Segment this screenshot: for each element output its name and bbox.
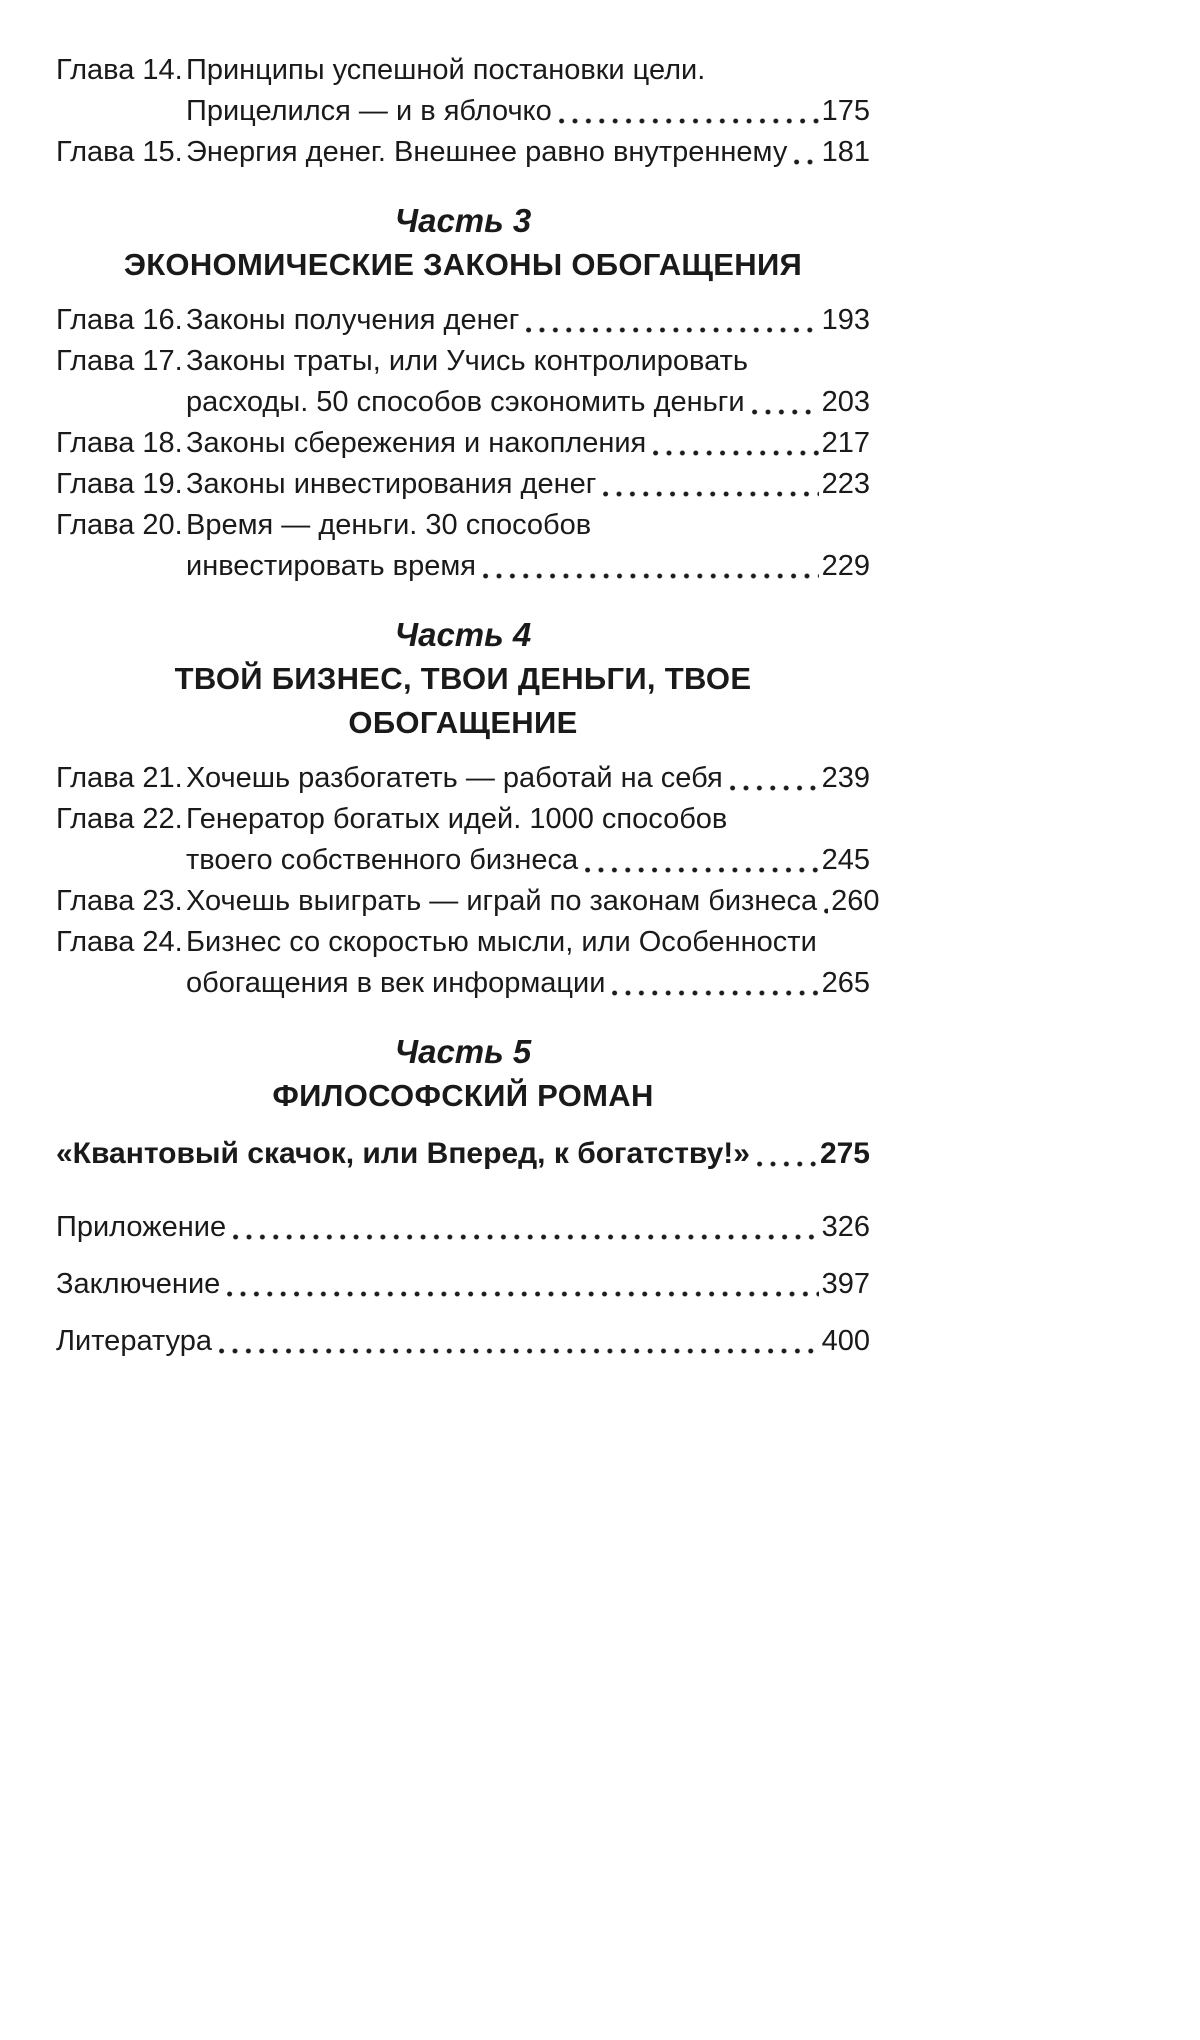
- toc-entry: [56, 464, 870, 505]
- page-number: 175: [821, 95, 870, 127]
- part-heading: [56, 1030, 870, 1118]
- entry-last-line: [186, 840, 870, 881]
- novel-title-text: «Квантовый скачок, или Вперед, к богатству!»: [56, 1137, 750, 1170]
- dot-leader: [476, 546, 822, 587]
- page-number: 223: [821, 468, 870, 500]
- page-number: 245: [821, 844, 870, 876]
- page-number: 397: [821, 1268, 870, 1300]
- entry-title-text: Принципы успешной постановки цели.: [186, 54, 706, 86]
- page-number: 400: [821, 1325, 870, 1357]
- back-matter-entry: [56, 1264, 870, 1305]
- dot-leader: [723, 758, 822, 799]
- entry-last-line: [186, 881, 879, 922]
- part-title: ЭКОНОМИЧЕСКИЕ ЗАКОНЫ ОБОГАЩЕНИЯ: [123, 247, 803, 282]
- toc-entry: [56, 758, 870, 799]
- dot-leader: [212, 1321, 822, 1362]
- dot-leader: [750, 1131, 820, 1177]
- page-number: 239: [821, 762, 870, 794]
- entry-title-text: Хочешь выиграть — играй по законам бизнеса: [186, 885, 818, 917]
- toc-entry: [56, 50, 870, 132]
- toc-entry: [56, 132, 870, 173]
- dot-leader: [605, 963, 821, 1004]
- entry-title-text: Заключение: [56, 1268, 221, 1300]
- dot-leader: [519, 300, 821, 341]
- dot-leader: [578, 840, 821, 881]
- part-title: ТВОЙ БИЗНЕС, ТВОИ ДЕНЬГИ, ТВОЕ ОБОГАЩЕНИЕ: [174, 661, 752, 740]
- chapter-label: Глава 23.: [56, 885, 183, 917]
- chapter-label: Глава 20.: [56, 509, 183, 541]
- entry-title-text: Прицелился — и в яблочко: [186, 95, 552, 127]
- chapter-label: Глава 14.: [56, 54, 183, 86]
- toc-entry: [56, 881, 880, 922]
- entry-last-line: [186, 132, 870, 173]
- entry-last-line: [186, 464, 870, 505]
- entry-title-text: Приложение: [56, 1211, 227, 1243]
- entry-title-text: Законы сбережения и накопления: [186, 427, 647, 459]
- entry-title-text: Генератор богатых идей. 1000 способов: [186, 803, 728, 835]
- chapter-label: Глава 22.: [56, 803, 183, 835]
- page-number: 229: [821, 550, 870, 582]
- toc-entry: [56, 341, 870, 423]
- entry-body: [186, 341, 870, 423]
- entry-last-line: [186, 546, 870, 587]
- entry-body: [186, 464, 870, 505]
- chapter-label: Глава 17.: [56, 345, 183, 377]
- part-label: Часть 4: [394, 616, 532, 653]
- chapter-label: Глава 16.: [56, 304, 183, 336]
- dot-leader: [745, 382, 822, 423]
- dot-leader: [646, 423, 821, 464]
- page-number: 326: [821, 1211, 870, 1243]
- entry-body: [186, 505, 870, 587]
- entry-title-text: Бизнес со скоростью мысли, или Особенности: [186, 926, 817, 958]
- page-number: 193: [821, 304, 870, 336]
- toc-entry: [56, 799, 870, 881]
- dot-leader: [226, 1207, 822, 1248]
- dot-leader: [817, 881, 831, 922]
- toc-entry: [56, 922, 870, 1004]
- entry-last-line: [186, 91, 870, 132]
- entry-body: [186, 132, 870, 173]
- chapter-label: Глава 18.: [56, 427, 183, 459]
- table-of-contents: [56, 50, 880, 1362]
- part-heading: [56, 199, 870, 287]
- entry-body: [186, 50, 870, 132]
- chapter-label: Глава 24.: [56, 926, 183, 958]
- chapter-label: Глава 15.: [56, 136, 183, 168]
- part-title: ФИЛОСОФСКИЙ РОМАН: [272, 1078, 654, 1113]
- toc-entry: [56, 505, 870, 587]
- chapter-label: Глава 19.: [56, 468, 183, 500]
- entry-title-text: Законы инвестирования денег: [186, 468, 597, 500]
- entry-title-text: Хочешь разбогатеть — работай на себя: [186, 762, 723, 794]
- page-number: 275: [819, 1137, 870, 1170]
- entry-title-text: расходы. 50 способов сэкономить деньги: [186, 386, 745, 418]
- entry-body: [186, 881, 879, 922]
- entry-body: [186, 922, 870, 1004]
- part-heading: [56, 613, 870, 745]
- entry-title-text: Законы траты, или Учись контролировать: [186, 345, 749, 377]
- dot-leader: [787, 132, 821, 173]
- entry-title-text: обогащения в век информации: [186, 967, 606, 999]
- page-number: 181: [821, 136, 870, 168]
- part-label: Часть 3: [394, 202, 532, 239]
- part-label: Часть 5: [394, 1033, 532, 1070]
- entry-body: [186, 799, 870, 881]
- entry-title-text: Энергия денег. Внешнее равно внутреннему: [186, 136, 788, 168]
- back-matter: [56, 1207, 870, 1362]
- novel-title-entry: [56, 1131, 870, 1177]
- page-number: 260: [831, 885, 880, 917]
- chapter-label: Глава 21.: [56, 762, 183, 794]
- entry-title-text: Литература: [56, 1325, 212, 1357]
- dot-leader: [596, 464, 821, 505]
- toc-entry: [56, 300, 870, 341]
- page-number: 203: [821, 386, 870, 418]
- entry-last-line: [186, 758, 870, 799]
- entry-last-line: [186, 382, 870, 423]
- toc-entry: [56, 423, 870, 464]
- entry-title-text: Время — деньги. 30 способов: [186, 509, 592, 541]
- entry-title-text: твоего собственного бизнеса: [186, 844, 579, 876]
- page-number: 217: [821, 427, 870, 459]
- entry-last-line: [186, 423, 870, 464]
- entry-body: [186, 300, 870, 341]
- entry-title-text: инвестировать время: [186, 550, 476, 582]
- back-matter-entry: [56, 1321, 870, 1362]
- entry-last-line: [186, 300, 870, 341]
- dot-leader: [552, 91, 822, 132]
- entry-title-text: Законы получения денег: [186, 304, 520, 336]
- entry-body: [186, 423, 870, 464]
- page-number: 265: [821, 967, 870, 999]
- dot-leader: [220, 1264, 821, 1305]
- entry-body: [186, 758, 870, 799]
- entry-last-line: [186, 963, 870, 1004]
- back-matter-entry: [56, 1207, 870, 1248]
